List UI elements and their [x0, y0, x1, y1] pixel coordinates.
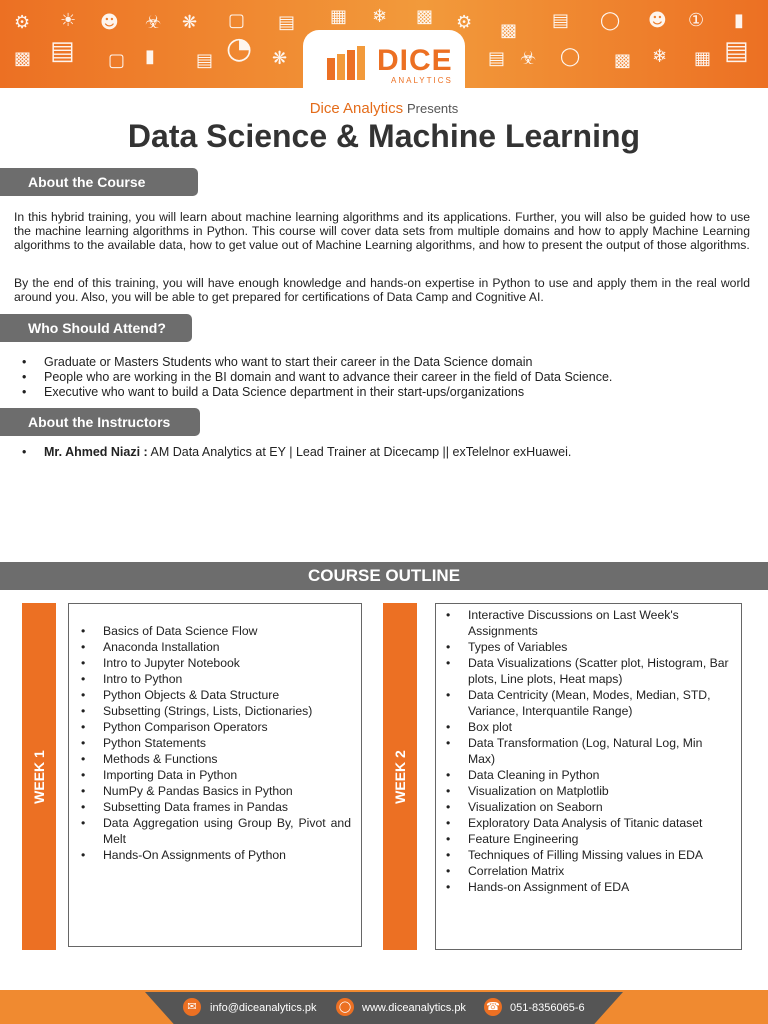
list-item: • Graduate or Masters Students who want to start their career in the Data Science domain	[22, 355, 752, 370]
topic-item: • Subsetting (Strings, Lists, Dictionaries)	[81, 703, 351, 719]
network-icon: ☣	[520, 48, 537, 69]
instructor-name: Mr. Ahmed Niazi :	[44, 445, 148, 459]
topic-item: • Intro to Jupyter Notebook	[81, 655, 351, 671]
network-icon: ☣	[145, 12, 162, 33]
document-icon: ▢	[228, 10, 246, 31]
topic-item: • Data Visualizations (Scatter plot, Histogram, Bar plots, Line plots, Heat maps)	[446, 655, 731, 687]
topic-item: • Techniques of Filling Missing values in EDA	[446, 847, 731, 863]
document-icon: ▤	[552, 10, 570, 31]
chart-icon: ▤	[50, 36, 75, 66]
gear-icon: ☀	[60, 10, 77, 31]
topic-item: • Exploratory Data Analysis of Titanic dataset	[446, 815, 731, 831]
who-should-attend-heading: Who Should Attend?	[0, 314, 192, 342]
hierarchy-icon: ▦	[694, 48, 712, 69]
topic-item: • Interactive Discussions on Last Week's Assignments	[446, 607, 731, 639]
about-paragraph-2: By the end of this training, you will have enough knowledge and hands-on expertise in Python to use and apply them in the real world around you. Also, you will be able to get prepared for certifications of Data Camp and Cognitive AI.	[14, 276, 750, 304]
email-icon: ✉	[183, 998, 201, 1016]
pie-icon: ◔	[226, 31, 253, 66]
flowchart-icon: ①	[688, 10, 705, 31]
instructor-description: AM Data Analytics at EY | Lead Trainer at Dicecamp || exTelelnor exHuawei.	[147, 445, 572, 459]
document-icon: ▢	[108, 50, 126, 71]
instructor-list	[22, 445, 752, 460]
logo-subtext: ANALYTICS	[391, 76, 453, 85]
chart-icon: ▤	[278, 12, 296, 33]
page-title: Data Science & Machine Learning	[127, 118, 641, 154]
user-icon: ☻	[648, 10, 667, 31]
topic-item: • Data Cleaning in Python	[446, 767, 731, 783]
presenter-name: Dice Analytics	[309, 100, 404, 117]
user-icon: ☻	[100, 12, 119, 33]
chart-icon: ▮	[734, 10, 744, 31]
topic-item: • NumPy & Pandas Basics in Python	[81, 783, 351, 799]
footer-email[interactable]: info@diceanalytics.pk	[210, 1002, 317, 1014]
logo-text: DICE	[377, 44, 453, 77]
gear-icon: ❋	[272, 48, 288, 69]
logo-cube-icon	[325, 44, 369, 84]
about-instructors-heading: About the Instructors	[0, 408, 200, 436]
attendee-list	[22, 355, 752, 400]
topic-item: • Python Comparison Operators	[81, 719, 351, 735]
week-1-tab	[22, 603, 56, 950]
chart-icon: ▩	[500, 20, 518, 41]
week-1-label: WEEK 1	[31, 749, 47, 804]
document-icon: ▩	[614, 50, 632, 71]
topic-item: • Python Objects & Data Structure	[81, 687, 351, 703]
topic-item: • Correlation Matrix	[446, 863, 731, 879]
flowchart-icon: ▤	[724, 36, 749, 66]
globe-icon: ◯	[600, 10, 621, 31]
topic-item: • Feature Engineering	[446, 831, 731, 847]
week-2-topics	[446, 607, 731, 895]
topic-item: • Subsetting Data frames in Pandas	[81, 799, 351, 815]
data-icon: ⚙	[14, 12, 31, 33]
topic-item: • Hands-On Assignments of Python	[81, 847, 351, 863]
footer-phone[interactable]: 051-8356065-6	[510, 1002, 585, 1014]
chart-icon: ▤	[488, 48, 506, 69]
logo	[303, 30, 465, 100]
topic-item: • Intro to Python	[81, 671, 351, 687]
presents-label: Presents	[406, 101, 459, 116]
week-2-label: WEEK 2	[392, 749, 408, 804]
gear-icon: ❄	[372, 6, 388, 27]
document-icon: ▩	[416, 6, 434, 27]
topic-item: • Data Transformation (Log, Natural Log, Min Max)	[446, 735, 731, 767]
phone-icon: ☎	[484, 998, 502, 1016]
topic-item: • Data Centricity (Mean, Modes, Median, STD, Variance, Interquantile Range)	[446, 687, 731, 719]
week-1-box	[68, 603, 362, 947]
chart-icon: ▤	[196, 50, 214, 71]
topic-item: • Basics of Data Science Flow	[81, 623, 351, 639]
topic-item: • Types of Variables	[446, 639, 731, 655]
about-paragraph-1: In this hybrid training, you will learn about machine learning algorithms and its applications. Further, you will also be guided how to use the machine learning algorithms in Python. This course will cover data sets from multiple domains and how to apply Machine Learning algorithms to the available data, how to get value out of Machine Learning algorithms, and how to present the output of those algorithms.	[14, 210, 750, 252]
course-outline-heading: COURSE OUTLINE	[0, 562, 768, 590]
topic-item: • Python Statements	[81, 735, 351, 751]
gear-icon: ⚙	[456, 12, 473, 33]
topic-item: • Visualization on Matplotlib	[446, 783, 731, 799]
week-2-box	[435, 603, 742, 950]
topic-item: • Visualization on Seaborn	[446, 799, 731, 815]
network-icon: ❄	[652, 46, 668, 67]
week-1-topics	[81, 623, 351, 863]
list-item: • Executive who want to build a Data Science department in their start-ups/organizations	[22, 385, 752, 400]
list-item: • People who are working in the BI domain and want to advance their career in the field of Data Science.	[22, 370, 752, 385]
topic-item: • Hands-on Assignment of EDA	[446, 879, 731, 895]
topic-item: • Box plot	[446, 719, 731, 735]
topic-item: • Importing Data in Python	[81, 767, 351, 783]
presenter-line	[0, 100, 768, 117]
footer-website[interactable]: www.diceanalytics.pk	[362, 1002, 466, 1014]
instructor-item	[22, 445, 752, 460]
chart-icon: ▮	[145, 46, 155, 67]
globe-icon: ◯	[560, 46, 581, 67]
grid-icon: ▦	[330, 6, 348, 27]
document-icon: ▩	[14, 48, 32, 69]
globe-icon: ◯	[336, 998, 354, 1016]
week-2-tab	[383, 603, 417, 950]
topic-item: • Data Aggregation using Group By, Pivot and Melt	[81, 815, 351, 847]
about-course-heading: About the Course	[0, 168, 198, 196]
hierarchy-icon: ❋	[182, 12, 198, 33]
topic-item: • Anaconda Installation	[81, 639, 351, 655]
topic-item: • Methods & Functions	[81, 751, 351, 767]
